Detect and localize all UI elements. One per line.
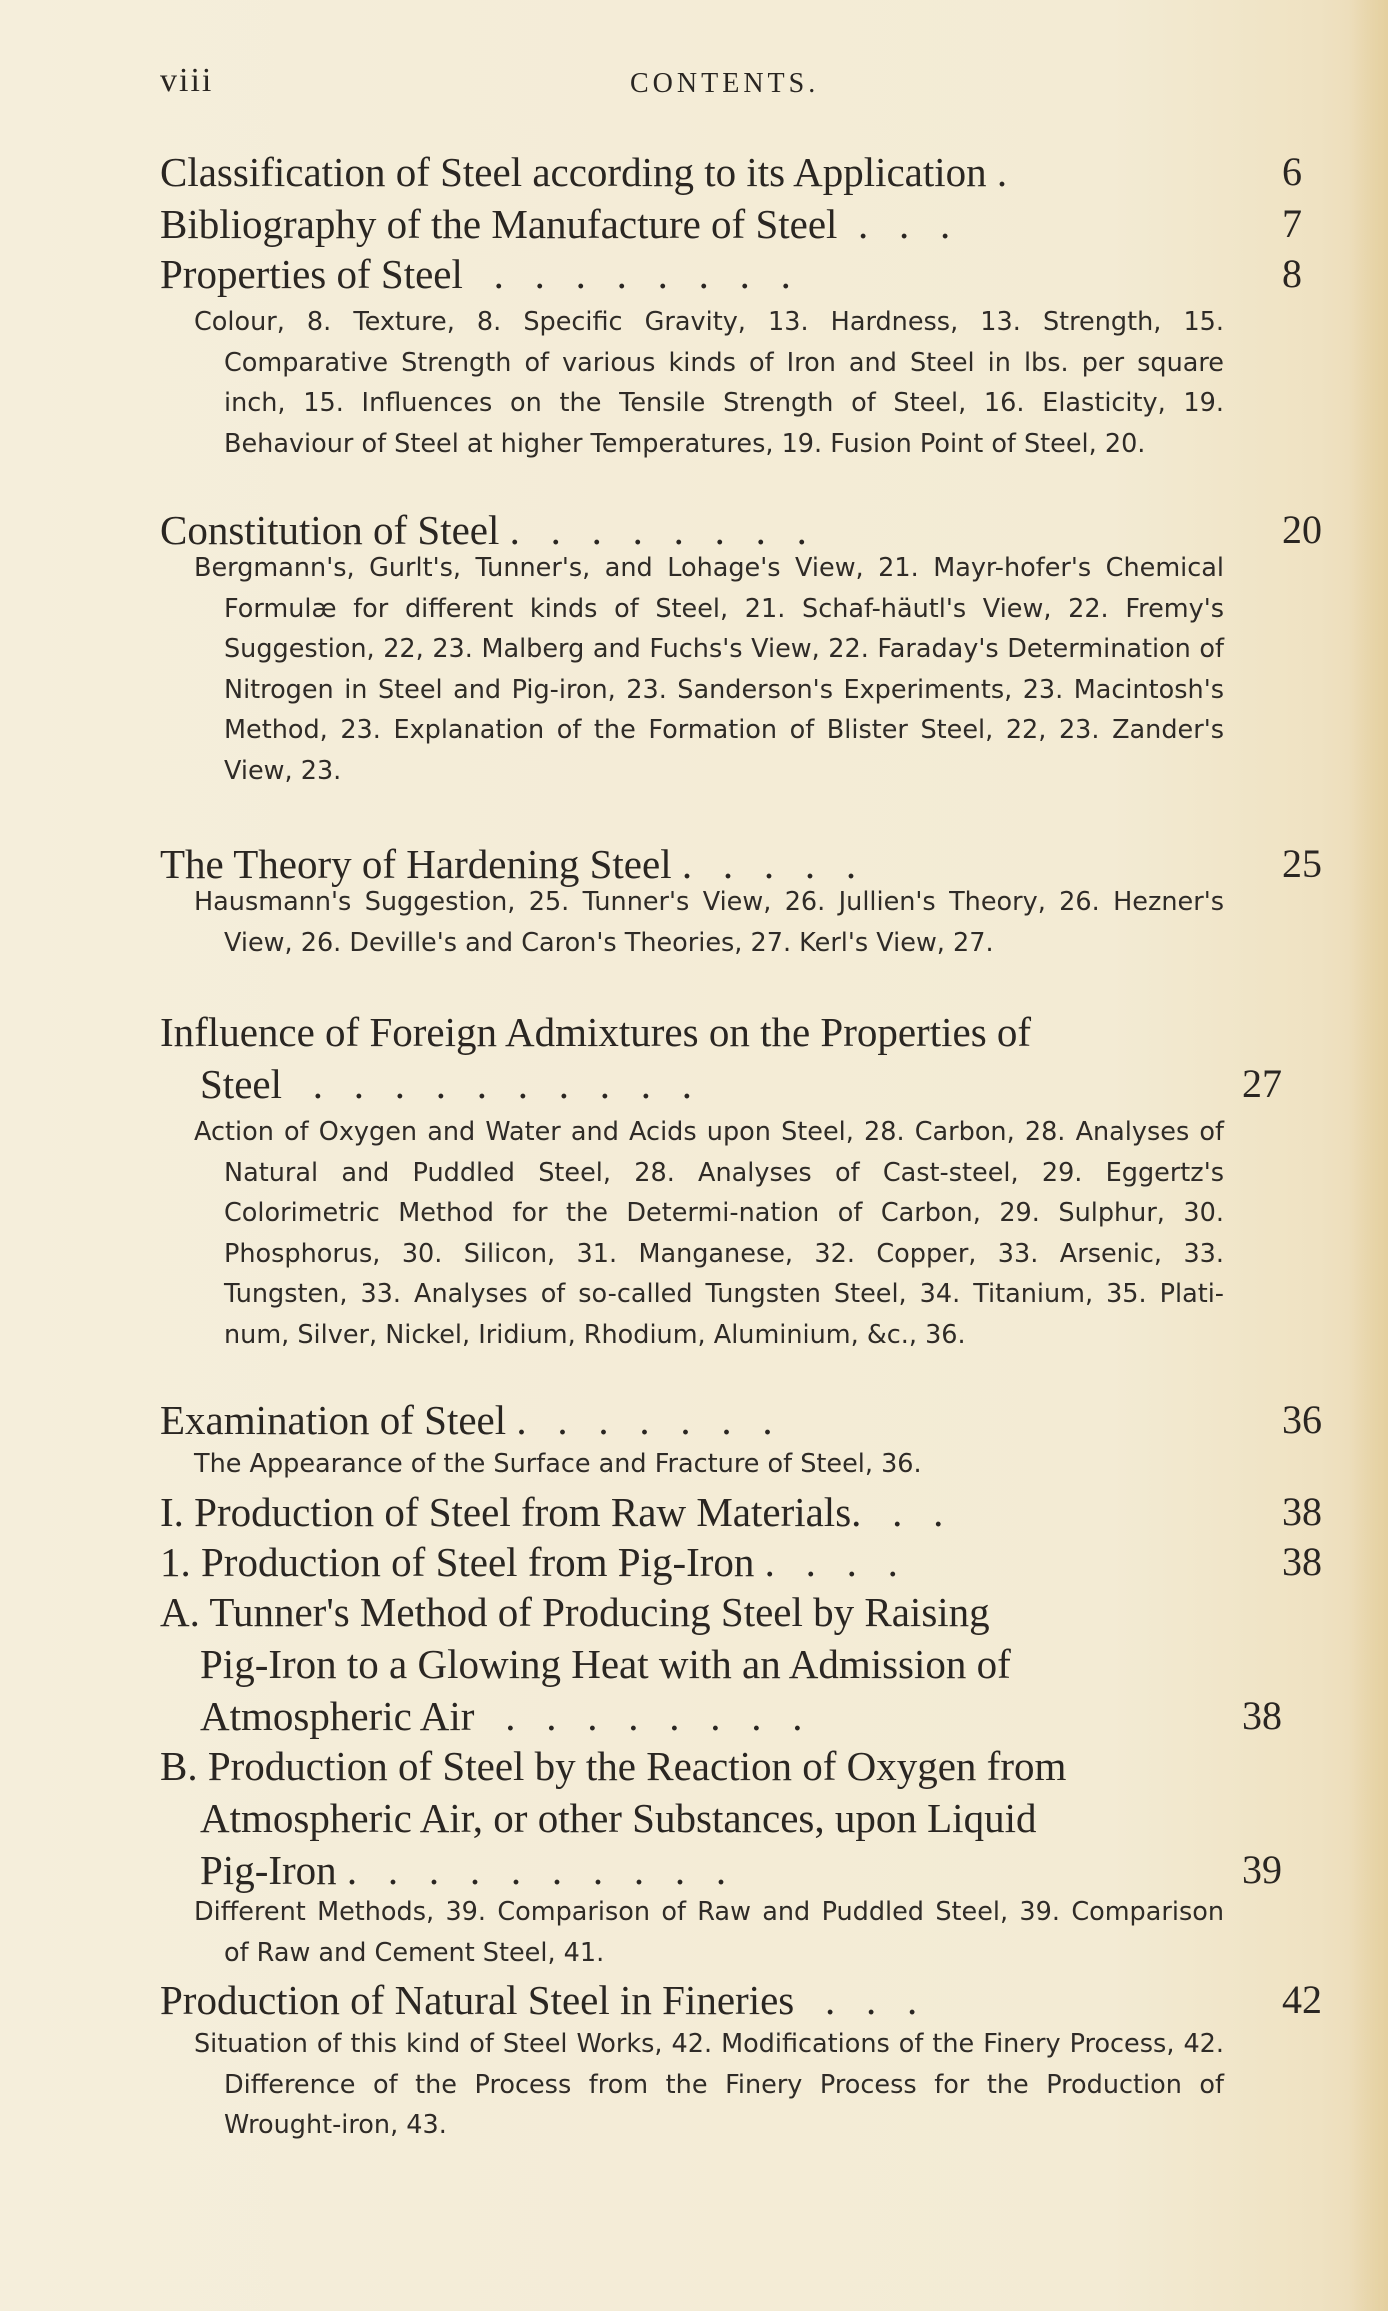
leader-dots: . . .	[837, 201, 951, 247]
entry-page: 38	[1242, 1693, 1282, 1738]
leader-dots: . . .	[794, 1977, 918, 2023]
toc-entry[interactable]	[160, 1486, 1322, 1538]
entry-title-continued: Pig-Iron	[200, 1847, 337, 1893]
entry-page: 38	[1282, 1489, 1322, 1534]
leader-dots: .	[986, 149, 1008, 195]
entry-page: 38	[1282, 1539, 1322, 1584]
toc-entry[interactable]	[160, 198, 1310, 250]
leader-dots: . . . . . . . . . .	[281, 1061, 692, 1107]
entry-title-continued: Steel	[200, 1061, 282, 1107]
entry-title: 1. Production of Steel from Pig-Iron	[160, 1539, 755, 1585]
entry-page: 36	[1282, 1397, 1322, 1442]
entry-details: Action of Oxygen and Water and Acids upon Steel, 28. Carbon, 28. Analyses of Natural and Puddled Steel, 28. Analyses of Cast-steel, 29. Eggertz's Colorimetric Method for the Determi-nation of Carbon, 29. Sulphur, 30. Phosphorus, 30. Silicon, 31. Manganese, 32. Copper, 33. Arsenic, 33. Tungsten, 33. Analyses of so-called Tungsten Steel, 34. Titanium, 35. Plati-num, Silver, Nickel, Iridium, Rhodium, Aluminium, &c., 36.	[194, 1117, 1224, 1350]
entry-title: B. Production of Steel by the Reaction of Oxygen from	[160, 1743, 1067, 1789]
entry-title-continued: Atmospheric Air, or other Substances, upon Liquid	[200, 1795, 1037, 1841]
leader-dots: . . . . . . . .	[474, 1693, 803, 1739]
toc-entry[interactable]	[160, 1394, 1322, 1446]
entry-details: The Appearance of the Surface and Fracture of Steel, 36.	[194, 1449, 922, 1479]
entry-details: Hausmann's Suggestion, 25. Tunner's View, 26. Jullien's Theory, 26. Hezner's View, 26. Deville's and Caron's Theories, 27. Kerl's View, 27.	[194, 887, 1224, 958]
entry-details: Situation of this kind of Steel Works, 42. Modifications of the Finery Process, 42. Difference of the Process from the Finery Process for the Production of Wrought-iron, 43.	[194, 2029, 1224, 2140]
entry-title: The Theory of Hardening Steel	[160, 841, 672, 887]
entry-title: I. Production of Steel from Raw Materials	[160, 1489, 852, 1535]
entry-title: Constitution of Steel	[160, 507, 500, 553]
entry-page: 7	[1282, 201, 1302, 246]
leader-dots: . . .	[851, 1489, 944, 1535]
toc-entry[interactable]	[160, 146, 1310, 198]
toc-entry[interactable]	[160, 1536, 1322, 1588]
toc-entry[interactable]	[160, 1740, 1310, 1896]
leader-dots: . . . . . . . .	[499, 507, 807, 553]
entry-title: Production of Natural Steel in Fineries	[160, 1977, 795, 2023]
toc-entry[interactable]	[160, 1586, 1310, 1742]
entry-page: 27	[1242, 1061, 1282, 1106]
entry-details: Bergmann's, Gurlt's, Tunner's, and Lohage's View, 21. Mayr-hofer's Chemical Formulæ for different kinds of Steel, 21. Schaf-häutl's View, 22. Fremy's Suggestion, 22, 23. Malberg and Fuchs's View, 22. Faraday's Determination of Nitrogen in Steel and Pig-iron, 23. Sanderson's Experiments, 23. Macintosh's Method, 23. Explanation of the Formation of Blister Steel, 22, 23. Zander's View, 23.	[194, 553, 1224, 786]
page-edge-shading	[1348, 0, 1388, 2311]
entry-title-continued: Pig-Iron to a Glowing Heat with an Admission of	[200, 1641, 1011, 1687]
leader-dots: . . . . . . . .	[462, 251, 791, 297]
entry-page: 8	[1282, 251, 1302, 296]
entry-page: 25	[1282, 841, 1322, 886]
toc-entry[interactable]	[160, 1006, 1310, 1110]
entry-title: Properties of Steel	[160, 251, 463, 297]
entry-page: 39	[1242, 1847, 1282, 1892]
entry-title: Classification of Steel according to its Application	[160, 149, 987, 195]
leader-dots: . . . . . . .	[506, 1397, 773, 1443]
entry-title: A. Tunner's Method of Producing Steel by Raising	[160, 1589, 990, 1635]
entry-page: 6	[1282, 149, 1302, 194]
leader-dots: . . . .	[754, 1539, 898, 1585]
entry-title: Bibliography of the Manufacture of Steel	[160, 201, 838, 247]
toc-entry[interactable]	[160, 1974, 1322, 2026]
entry-page: 20	[1282, 507, 1322, 552]
page-number: viii	[160, 62, 214, 99]
entry-details: Colour, 8. Texture, 8. Specific Gravity, 13. Hardness, 13. Strength, 15. Comparative Strength of various kinds of Iron and Steel in lbs. per square inch, 15. Influences on the Tensile Strength of Steel, 16. Elasticity, 19. Behaviour of Steel at higher Temperatures, 19. Fusion Point of Steel, 20.	[194, 307, 1224, 459]
entry-title: Examination of Steel	[160, 1397, 507, 1443]
entry-details: Different Methods, 39. Comparison of Raw and Puddled Steel, 39. Comparison of Raw and Cement Steel, 41.	[194, 1897, 1224, 1968]
leader-dots: . . . . . . . . . .	[336, 1847, 727, 1893]
toc-entry[interactable]	[160, 248, 1310, 300]
entry-title-continued: Atmospheric Air	[200, 1693, 475, 1739]
entry-title: Influence of Foreign Admixtures on the Properties of	[160, 1009, 1032, 1055]
running-title: CONTENTS.	[630, 68, 820, 99]
leader-dots: . . . . .	[671, 841, 857, 887]
entry-page: 42	[1282, 1977, 1322, 2022]
